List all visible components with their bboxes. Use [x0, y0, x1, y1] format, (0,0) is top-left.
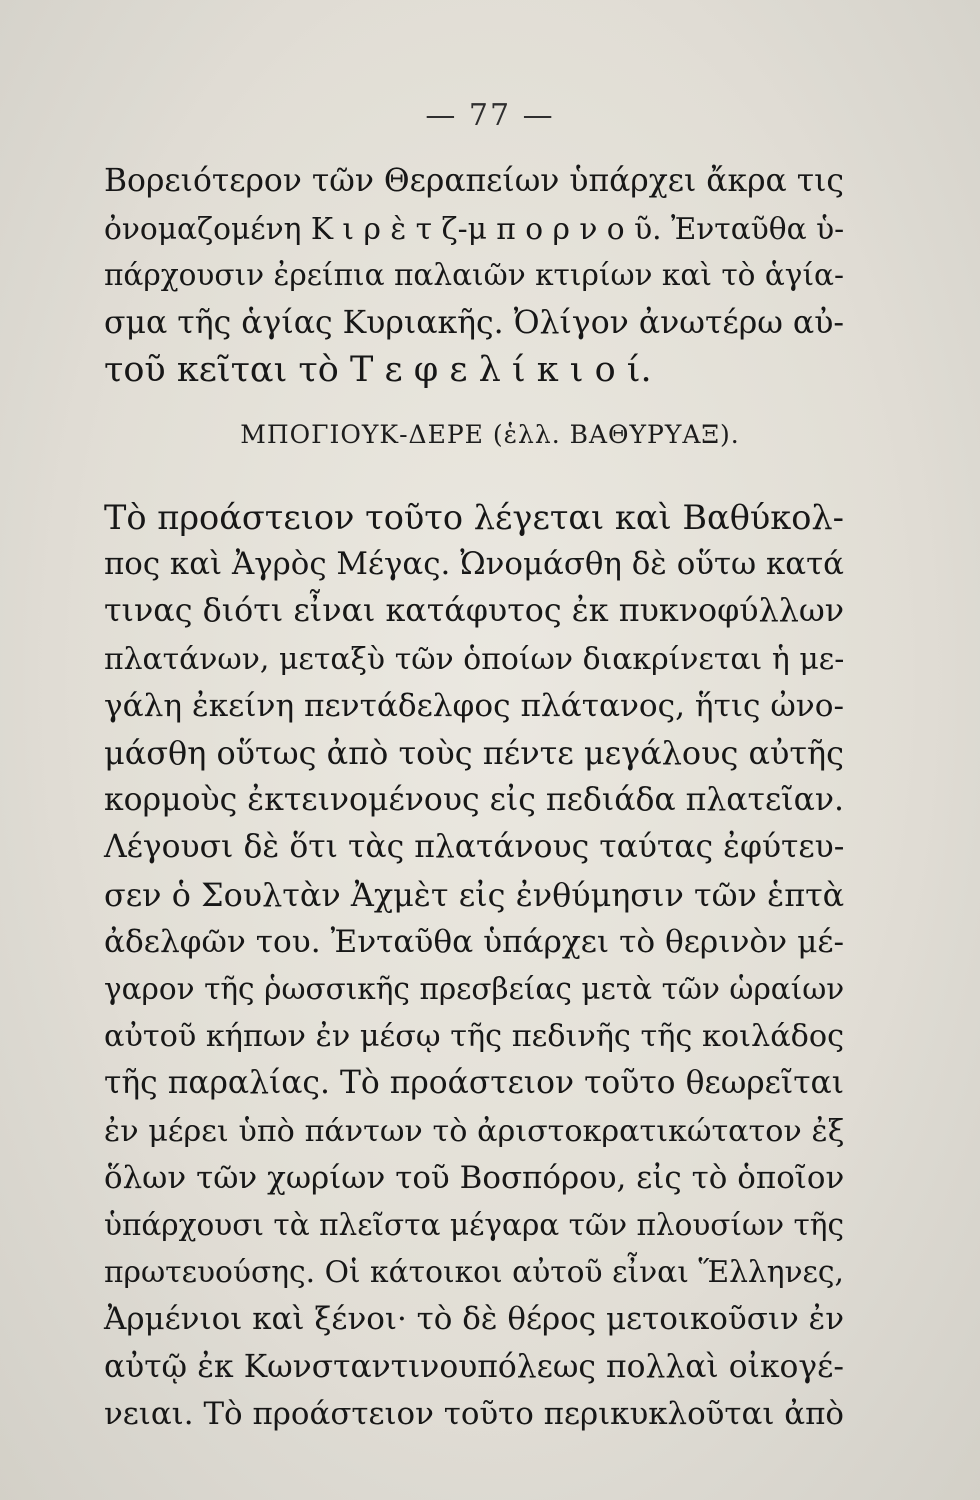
text-line: νειαι. Τὸ προάστειον τοῦτο περικυκλοῦται ἀπὸ	[104, 1395, 844, 1432]
text-line: γαρον τῆς ῥωσσικῆς πρεσβείας μετὰ τῶν ὡραίων	[104, 972, 845, 1007]
text-line: πος καὶ Ἀγρὸς Μέγας. Ὠνομάσθη δὲ οὕτω κατά	[104, 546, 844, 583]
text-line: ἀδελφῶν του. Ἐνταῦθα ὑπάρχει τὸ θερινὸν μέ-	[104, 923, 844, 960]
text-line: ἐν μέρει ὑπὸ πάντων τὸ ἀριστοκρατικώτατον ἐξ	[104, 1113, 845, 1149]
text-line: γάλη ἐκείνη πεντάδελφος πλάτανος, ἥτις ὠνο-	[104, 687, 845, 724]
text-line: σμα τῆς ἁγίας Κυριακῆς. Ὀλίγον ἀνωτέρω αὐ-	[104, 304, 844, 341]
text-line: τῆς παραλίας. Τὸ προάστειον τοῦτο θεωρεῖται	[104, 1065, 844, 1102]
text-line: αὐτοῦ κήπων ἐν μέσῳ τῆς πεδινῆς τῆς κοιλάδος	[104, 1019, 845, 1055]
text-line: πλατάνων, μεταξὺ τῶν ὁποίων διακρίνεται ἡ με-	[104, 641, 845, 677]
text-line: ὀνομαζομένη Κ ι ρ ὲ τ ζ-μ π ο ρ ν ο ῦ. Ἐνταῦθα ὑ-	[104, 211, 845, 247]
text-line: Ἀρμένιοι καὶ ξένοι· τὸ δὲ θέρος μετοικοῦσιν ἐν	[104, 1301, 845, 1338]
section-heading: ΜΠΟΓΙΟΥΚ-ΔΕΡΕ (ἑλλ. ΒΑΘΥΡΥΑΞ).	[240, 420, 740, 449]
text-line: μάσθη οὕτως ἀπὸ τοὺς πέντε μεγάλους αὐτῆς	[104, 734, 844, 773]
text-line: τοῦ κεῖται τὸ Τ ε φ ε λ ί κ ι ο ί.	[104, 349, 652, 390]
paragraph-2	[104, 494, 844, 1438]
page-number: — 77 —	[425, 98, 555, 133]
text-line: πρωτευούσης. Οἱ κάτοικοι αὐτοῦ εἶναι Ἕλληνες,	[104, 1255, 844, 1291]
text-line: αὐτῷ ἐκ Κωνσταντινουπόλεως πολλαὶ οἰκογέ-	[104, 1348, 844, 1385]
text-line: σεν ὁ Σουλτὰν Ἀχμὲτ εἰς ἐνθύμησιν τῶν ἑπτὰ	[104, 875, 845, 914]
text-line: Τὸ προάστειον τοῦτο λέγεται καὶ Βαθύκολ-	[104, 498, 844, 537]
text-line: κορμοὺς ἐκτεινομένους εἰς πεδιάδα πλατεῖαν.	[104, 782, 844, 819]
text-line: Βορειότερον τῶν Θεραπείων ὑπάρχει ἄκρα τις	[104, 163, 844, 199]
text-line: ὅλων τῶν χωρίων τοῦ Βοσπόρου, εἰς τὸ ὁποῖον	[104, 1159, 845, 1196]
text-line: πάρχουσιν ἐρείπια παλαιῶν κτιρίων καὶ τὸ ἁγία-	[104, 258, 844, 293]
paragraph-1	[104, 158, 844, 394]
text-line: ὑπάρχουσι τὰ πλεῖστα μέγαρα τῶν πλουσίων τῆς	[104, 1208, 844, 1243]
text-line: Λέγουσι δὲ ὅτι τὰς πλατάνους ταύτας ἐφύτευ-	[104, 829, 845, 866]
text-line: τινας διότι εἶναι κατάφυτος ἐκ πυκνοφύλλων	[104, 593, 844, 630]
